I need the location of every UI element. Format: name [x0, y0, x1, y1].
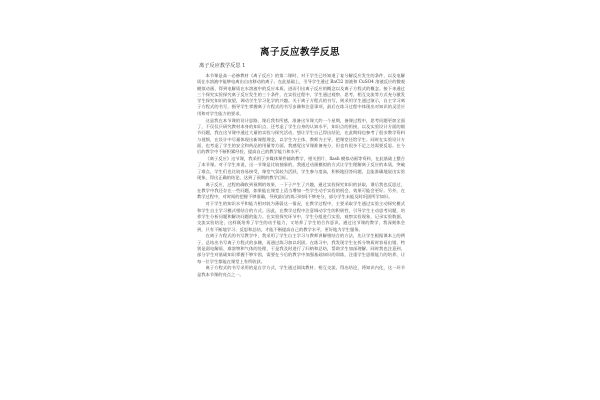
paragraph: 离子反应，过程的确收到预期的效果，一下子产生了兴趣，通过实验探究知识的获取，课后我也反思过，在教学中我还存在一些问题，如果能在课堂上适当增加一些学生动手实验的机会，效果可能会更好。另外，在教学过程中，对时间的把握不够准确，导致最后的练习时间不够充分，部分学生未能及时巩固所学知识。	[197, 182, 405, 201]
document-body	[197, 74, 405, 280]
document-title: 离子反应教学反思	[259, 47, 340, 58]
document-subtitle: 离子反应教学反思 1	[199, 63, 246, 69]
paragraph: 本节课是高一必修教材《离子反应》的第二课时，对于学生已经知道了复分解反应发生的条件，以及电解质在水溶液中能够电离出自由移动的离子。在此基础上，引导学生通过 BaCl2 溶液和 CuSO4 溶液反应的微观模拟动画，得到电解质在水溶液中的反应本质，进而引出离子反应的概念以及离子方程式的概念。接下来通过三个探究实验探究离子反应发生的三个条件，在实验过程中，学生通过观察、思考，相互交流等方式充分激发学生探究知识的欲望，调动学生学习化学的兴趣。关于离子方程式的书写，则采用学生通过演示，自主学习离子方程式的书写，指导学生掌握离子方程式的书写步骤和注意事项，最后在练习过程中体现出对知识的灵活应用和对学生能力的要求。	[197, 74, 405, 117]
paragraph: 这是我在本节课的设计思路，课后我有所感，准备这节课大约一个星期，备课过程中，思考问题更加全面了，不仅仅只研究教材本身的知识点，还考虑了学生自身的认知水平，知识点的衔接，以及实验设计方面的细节问题，我在这节课中通过大量的实验与探究活动，想让学生自己得出结论，在此期间也参考了很多教学资料与视频，在设计中尽量体现出新课程理念，以学生为主体，教师为主导，把课堂还给学生。同时在实验设计方面，也考虑了学生的安全和药品的用量等方面，我感觉这节课准备充分，但也有很多不足之处需要反思。在今后的教学中不断积累经验，提高自己的教学能力和水平。	[197, 118, 405, 156]
paragraph: 《离子反应》这节课，我采用了多媒体课件辅助教学，相关图片、flash 模拟动画等资料，在此基础上整合了本节课。对于学生来说，这一节课是比较抽象的，我通过动画模拟的方式让学生理解离子反应的本质，突破了难点，学生们也比较容易接受，课堂气氛较为活跃，学生参与度高，积极地回答问题，且能准确地说出实验现象，得出正确的结论，达到了预期的教学目标。	[197, 157, 405, 181]
paragraph: 对于学生的知识水平和能力相对较为薄弱这一情况，在教学过程中，主要采取学生通过实验主动探究模式和学生自主学习模式相结合的方式。因此，在教学过程中注意调动学生的积极性，引导学生主动思考问题，培养学生分析问题和解决问题的能力。在实验探究环节中，学生分组进行实验，观察实验现象，记录实验数据，交流实验结论，这样既培养了学生的动手能力，又培养了学生的合作意识。通过这节课的教学，我深刻体会到，只有不断地学习、反思和总结，才能不断提高自己的教学水平，更好地为学生服务。	[197, 202, 405, 233]
paragraph: 在离子方程式的书写教学中，我采用了学生自主学习与教师讲解相结合的方法，先让学生根据课本上的例子，总结出书写离子方程式的步骤，再通过练习加以巩固。在练习中，我发现学生在拆分物质时容易出错，特别是弱电解质、难溶物和气体的处理，于是我及时进行了归纳和总结，帮助学生加深理解。同时我也注意到，部分学生对基础知识掌握不够牢固，需要在今后的教学中加强基础知识的训练，注重学生思维能力的培养，让每一位学生都能在课堂上有所收获。	[197, 234, 405, 265]
paragraph: 离子方程式的书写采用的是自学方式，学生通过阅读教材、相互交流，得出结论，将知识内化，这一环节是我本节课的亮点之一。	[197, 266, 405, 278]
